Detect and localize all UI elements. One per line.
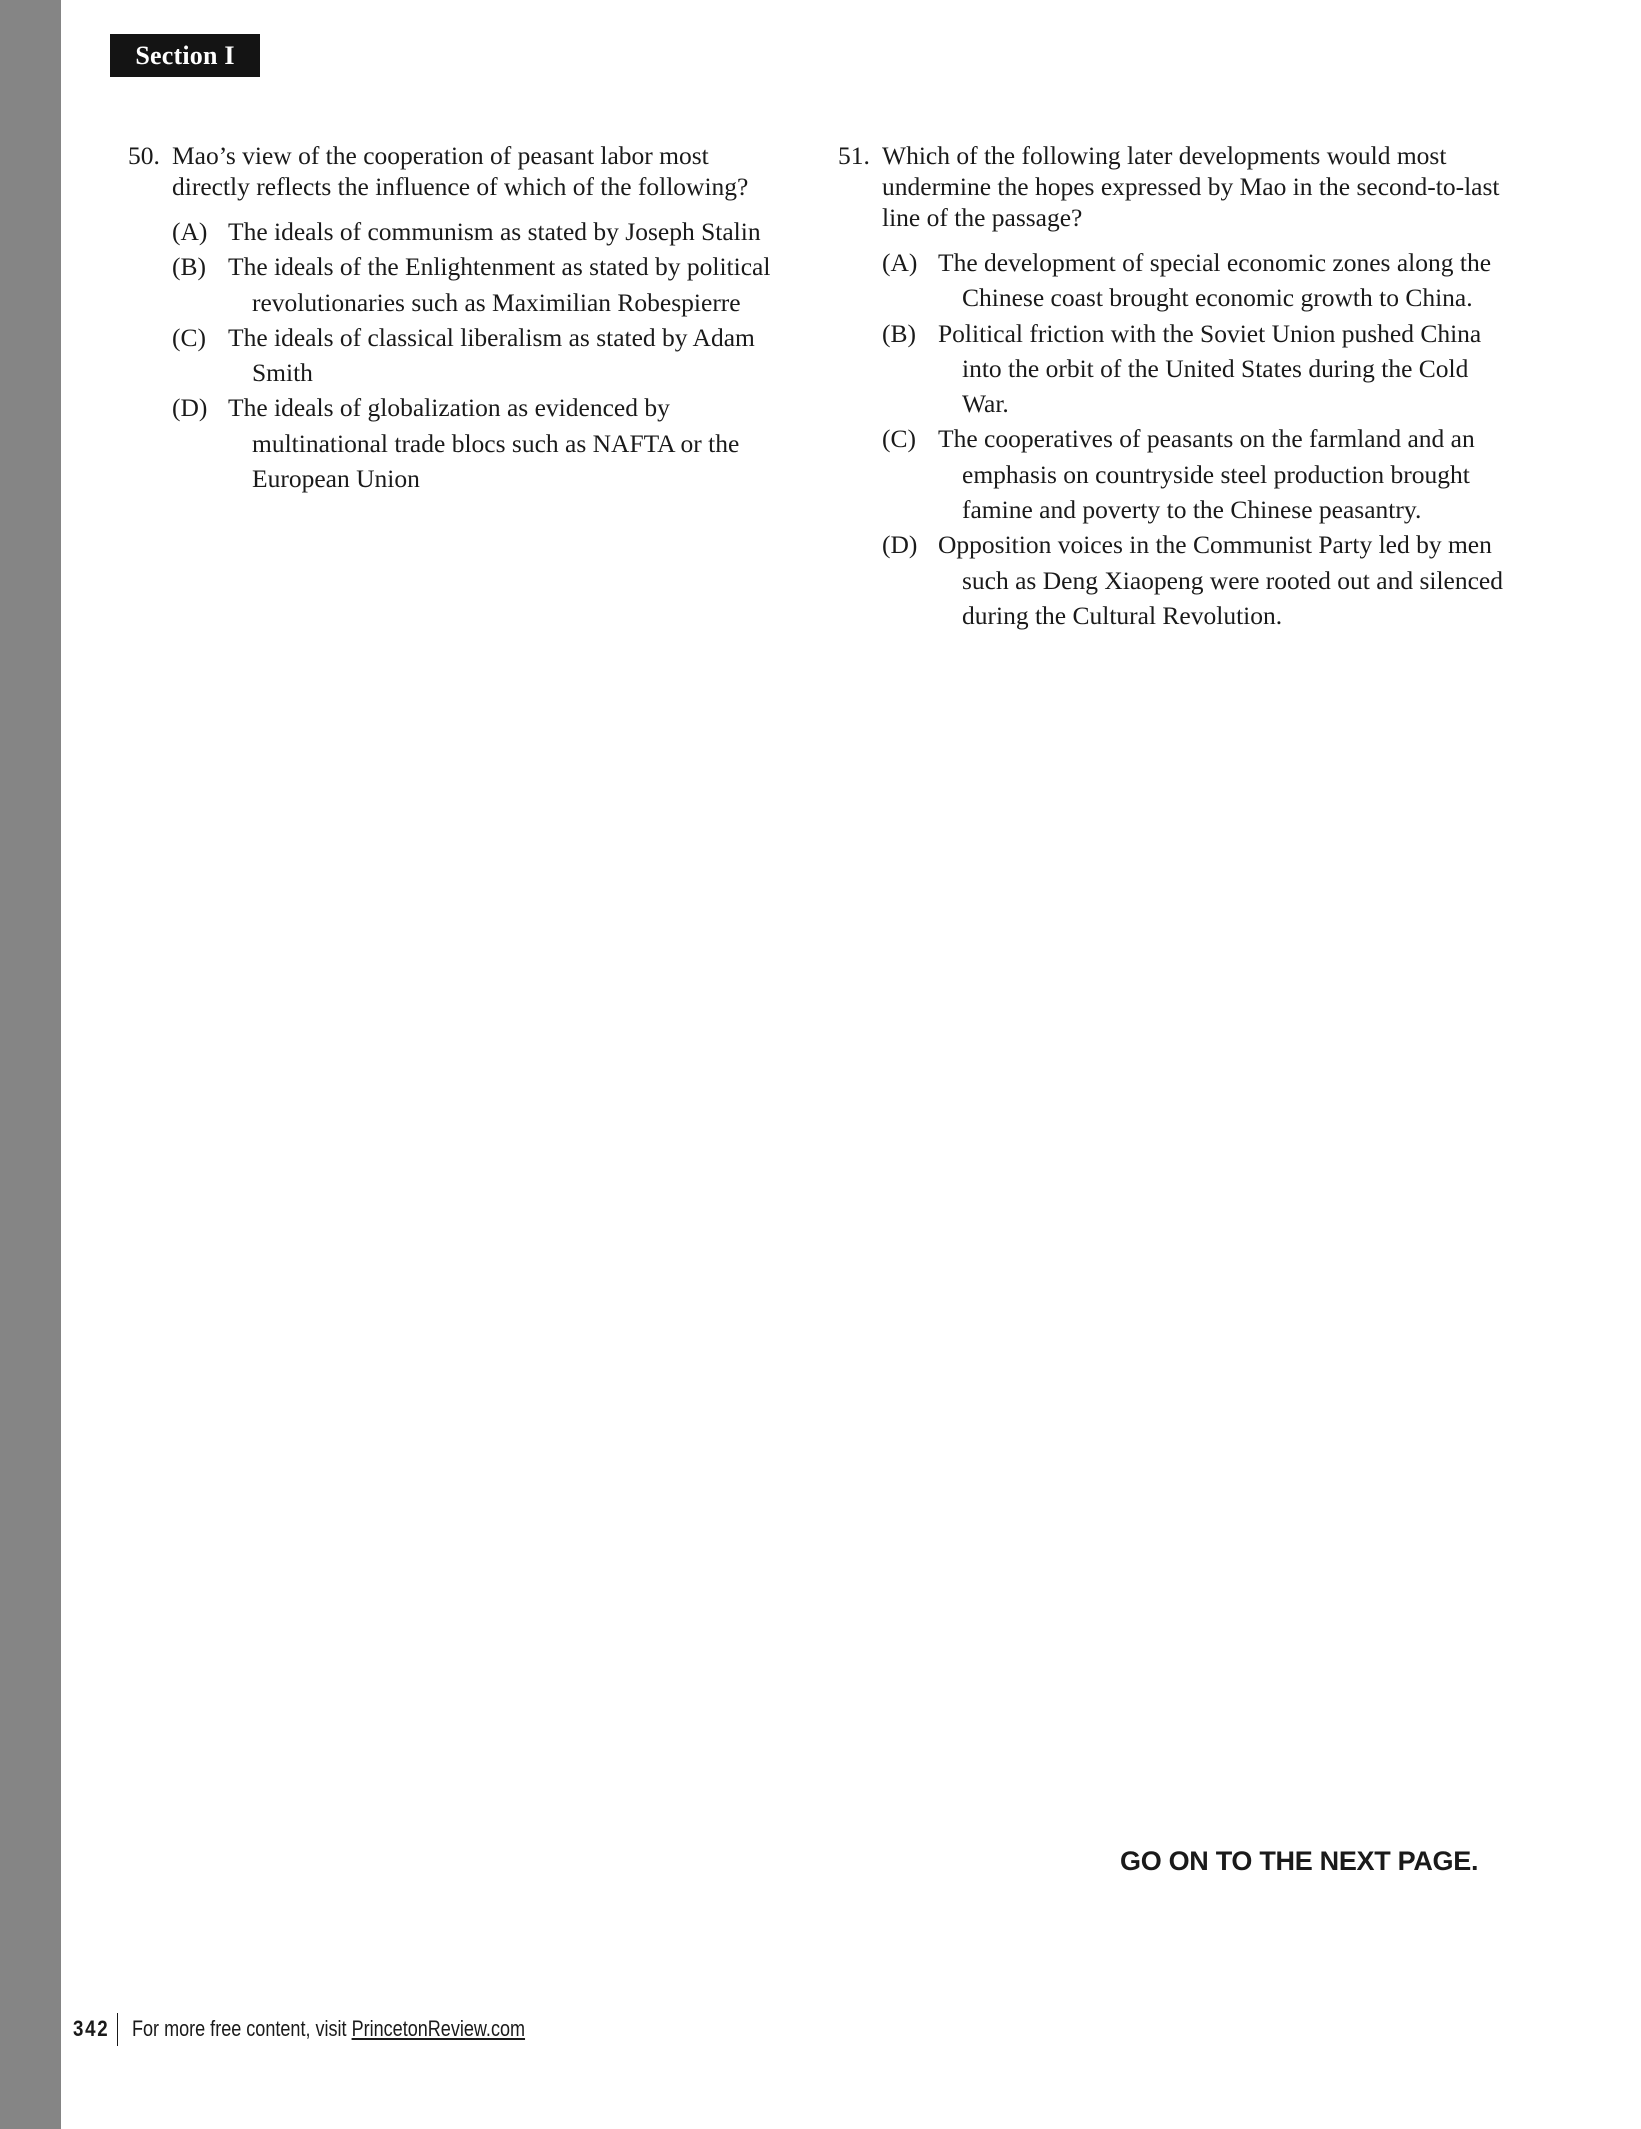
choice-letter: (B) bbox=[172, 252, 206, 282]
section-label: Section I bbox=[110, 34, 260, 77]
choice-letter: (C) bbox=[882, 424, 916, 454]
choice-letter: (D) bbox=[172, 393, 208, 423]
question-number: 51. bbox=[838, 141, 870, 170]
choice-c[interactable] bbox=[172, 320, 788, 391]
answer-choices bbox=[128, 214, 788, 496]
choice-d[interactable] bbox=[882, 527, 1518, 633]
footer-promo-text: For more free content, visit bbox=[132, 2016, 352, 2041]
page-number: 342 bbox=[73, 2016, 110, 2041]
question-number: 50. bbox=[128, 141, 160, 170]
choice-b[interactable] bbox=[882, 316, 1518, 422]
choice-text: Political friction with the Soviet Union pushed China into the orbit of the United States during the Cold War. bbox=[938, 318, 1482, 419]
choice-letter: (A) bbox=[172, 217, 208, 246]
go-on-instruction: GO ON TO THE NEXT PAGE. bbox=[1120, 1846, 1479, 1876]
question-50 bbox=[128, 140, 788, 496]
choice-b[interactable] bbox=[172, 249, 788, 320]
question-51 bbox=[838, 140, 1518, 633]
choice-letter: (C) bbox=[172, 322, 206, 352]
question-stem bbox=[128, 140, 788, 202]
choice-a[interactable] bbox=[882, 245, 1518, 316]
princeton-review-link[interactable]: PrincetonReview.com bbox=[351, 2016, 526, 2041]
answer-choices bbox=[838, 245, 1518, 633]
footer-promo bbox=[132, 2016, 525, 2042]
choice-c[interactable] bbox=[882, 421, 1518, 527]
choice-letter: (A) bbox=[882, 248, 918, 277]
choice-text: The ideals of communism as stated by Joseph Stalin bbox=[228, 217, 761, 246]
question-stem bbox=[838, 140, 1518, 233]
page-footer bbox=[73, 2012, 611, 2046]
footer-divider bbox=[117, 2013, 118, 2046]
choice-text: The ideals of classical liberalism as stated by Adam Smith bbox=[228, 322, 755, 388]
choice-a[interactable] bbox=[172, 214, 788, 249]
choice-text: The development of special economic zones along the Chinese coast brought economic growth to China. bbox=[938, 248, 1492, 313]
choice-text: The ideals of the Enlightenment as stated by political revolutionaries such as Maximilian Robespierre bbox=[228, 252, 771, 317]
choice-text: The ideals of globalization as evidenced by multinational trade blocs such as NAFTA or the European Union bbox=[228, 393, 740, 494]
choice-letter: (B) bbox=[882, 318, 916, 348]
side-bar bbox=[0, 0, 61, 2129]
choice-d[interactable] bbox=[172, 390, 788, 496]
choice-text: The cooperatives of peasants on the farmland and an emphasis on countryside steel production brought famine and poverty to the Chinese peasantry. bbox=[938, 424, 1475, 525]
choice-letter: (D) bbox=[882, 530, 918, 560]
question-text: Which of the following later developments would most undermine the hopes expressed by Mao in the second-to-last line of the passage? bbox=[882, 141, 1500, 232]
choice-text: Opposition voices in the Communist Party led by men such as Deng Xiaopeng were rooted out and silenced during the Cultural Revolution. bbox=[938, 530, 1503, 630]
question-text: Mao’s view of the cooperation of peasant labor most directly reflects the influence of which of the following? bbox=[172, 141, 749, 201]
